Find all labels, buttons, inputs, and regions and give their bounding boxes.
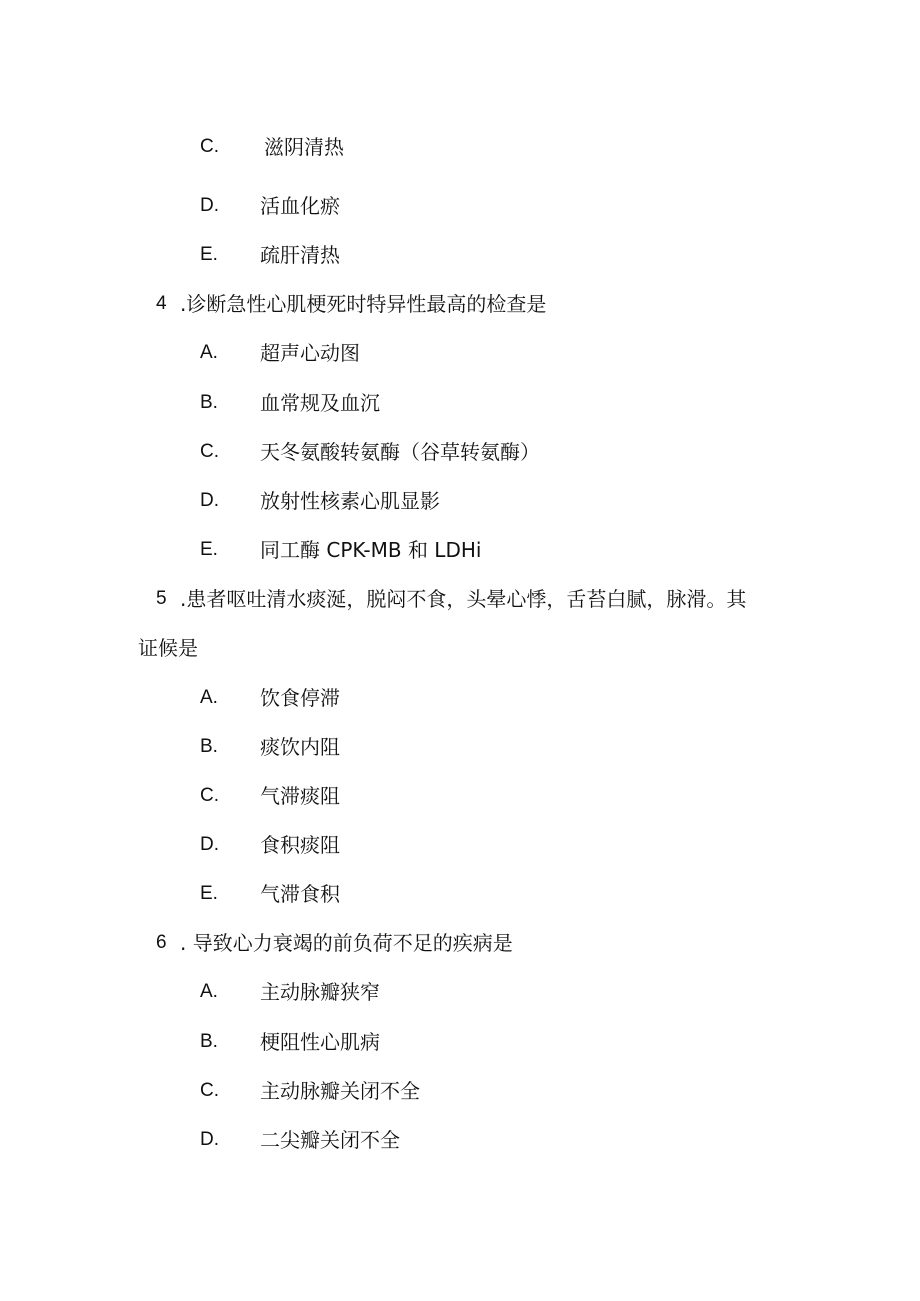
- question-number: 5: [156, 588, 167, 609]
- option-letter: B.: [200, 392, 218, 413]
- option-text: 滋阴清热: [264, 135, 344, 159]
- option-text: 放射性核素心肌显影: [260, 489, 440, 513]
- option-letter: D.: [200, 195, 219, 216]
- option-letter: C.: [200, 1080, 219, 1101]
- option-text: 天冬氨酸转氨酶（谷草转氨酶）: [260, 440, 540, 464]
- option-letter: C.: [200, 441, 219, 462]
- option-text: 二尖瓣关闭不全: [260, 1128, 400, 1152]
- option-letter: E.: [200, 883, 218, 904]
- question-number: 4: [156, 293, 167, 314]
- option-text: 疏肝清热: [260, 243, 340, 267]
- option-letter: A.: [200, 981, 218, 1002]
- option-letter: D.: [200, 490, 219, 511]
- option-letter: C.: [200, 785, 219, 806]
- option-text: 超声心动图: [260, 341, 360, 365]
- option-text: 梗阻性心肌病: [260, 1030, 380, 1054]
- question-text: .患者呕吐清水痰涎，脱闷不食，头晕心悸，舌苔白腻，脉滑。其: [180, 587, 747, 611]
- option-text: 气滞食积: [260, 882, 340, 906]
- option-letter: A.: [200, 687, 218, 708]
- option-text: 痰饮内阻: [260, 735, 340, 759]
- question-text: . 导致心力衰竭的前负荷不足的疾病是: [180, 931, 513, 955]
- option-letter: D.: [200, 1129, 219, 1150]
- option-text: 血常规及血沉: [260, 391, 380, 415]
- option-text: 主动脉瓣关闭不全: [260, 1079, 420, 1103]
- option-letter: E.: [200, 244, 218, 265]
- option-letter: B.: [200, 736, 218, 757]
- option-text: 主动脉瓣狭窄: [260, 980, 380, 1004]
- option-letter: B.: [200, 1031, 218, 1052]
- option-letter: D.: [200, 834, 219, 855]
- option-text: 饮食停滞: [260, 686, 340, 710]
- option-letter: C.: [200, 136, 219, 157]
- option-letter: A.: [200, 342, 218, 363]
- option-text: 活血化瘀: [260, 194, 340, 218]
- question-text: .诊断急性心肌梗死时特异性最高的检查是: [180, 292, 547, 316]
- option-text: 食积痰阻: [260, 833, 340, 857]
- option-text: 同工酶 CPK-MB 和 LDHi: [260, 538, 482, 562]
- question-text-continued: 证候是: [138, 636, 198, 660]
- question-number: 6: [156, 932, 167, 953]
- option-text: 气滞痰阻: [260, 784, 340, 808]
- option-letter: E.: [200, 539, 218, 560]
